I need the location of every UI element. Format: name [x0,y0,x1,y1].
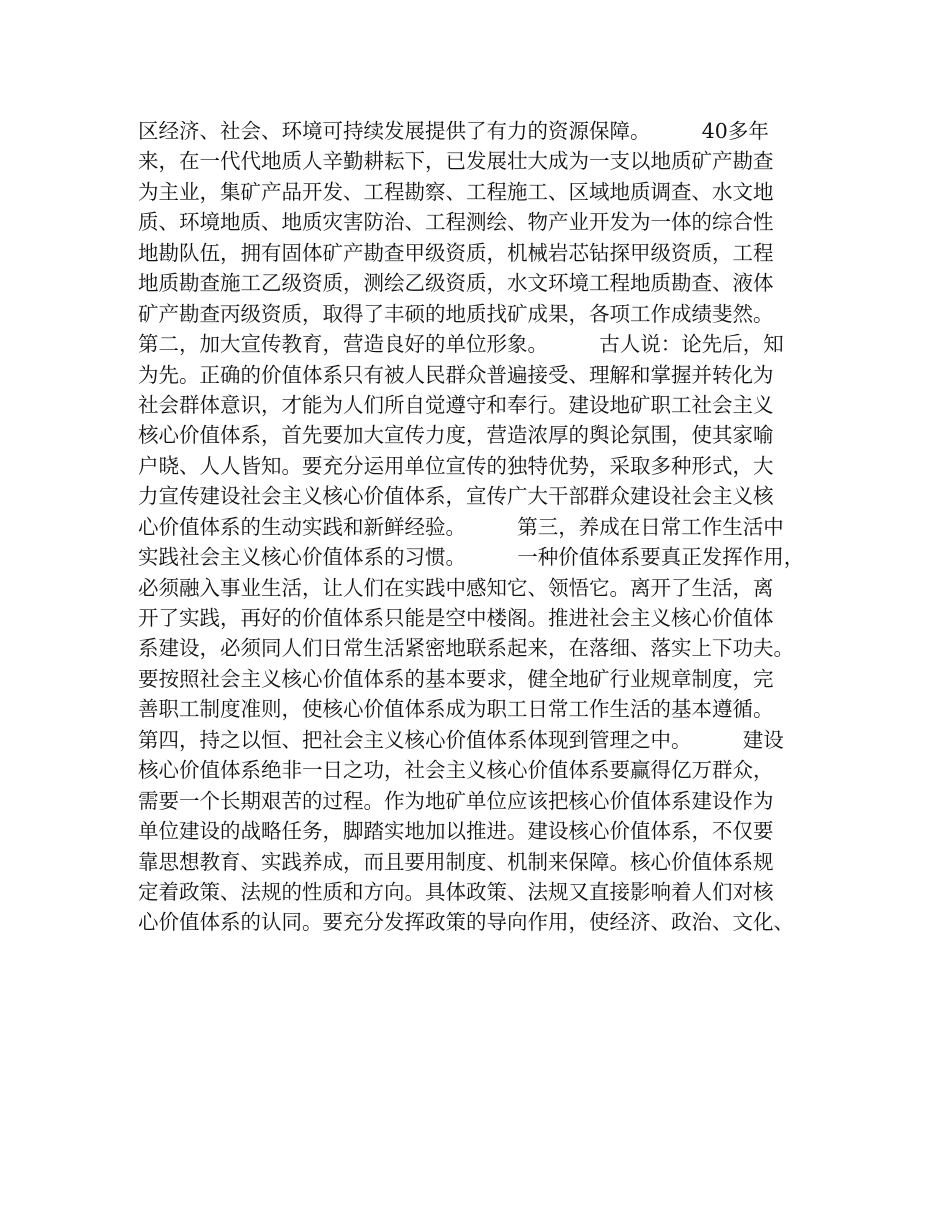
text-line: 单位建设的战略任务，脚踏实地加以推进。建设核心价值体系，不仅要 [138,819,774,844]
text-line: 第四，持之以恒、把社会主义核心价值体系体现到管理之中。 建设 [138,727,784,752]
text-line: 核心价值体系绝非一日之功，社会主义核心价值体系要赢得亿万群众， [138,758,774,783]
text-line: 来，在一代代地质人辛勤耕耘下，已发展壮大成为一支以地质矿产勘查 [138,149,774,174]
text-line: 要按照社会主义核心价值体系的基本要求，健全地矿行业规章制度，完 [138,666,774,691]
text-line: 开了实践，再好的价值体系只能是空中楼阁。推进社会主义核心价值体 [138,606,774,630]
text-line: 心价值体系的认同。要充分发挥政策的导向作用，使经济、政治、文化、 [138,910,794,935]
text-line: 社会群体意识，才能为人们所自觉遵守和奉行。建设地矿职工社会主义 [138,392,774,417]
text-line: 矿产勘查丙级资质，取得了丰硕的地质找矿成果，各项工作成绩斐然。 [138,301,774,326]
text-line: 为先。正确的价值体系只有被人民群众普遍接受、理解和掌握并转化为 [138,362,774,387]
text-line: 必须融入事业生活，让人们在实践中感知它、领悟它。离开了生活，离 [138,575,774,600]
text-line: 力宣传建设社会主义核心价值体系，宣传广大干部群众建设社会主义核 [138,484,774,509]
text-line: 系建设，必须同人们日常生活紧密地联系起来，在落细、落实上下功夫。 [138,636,794,661]
body-text [138,116,828,938]
text-line: 需要一个长期艰苦的过程。作为地矿单位应该把核心价值体系建设作为 [138,788,774,813]
text-line: 善职工制度准则，使核心价值体系成为职工日常工作生活的基本遵循。 [138,697,774,722]
text-line: 为主业，集矿产品开发、工程勘察、工程施工、区域地质调查、水文地 [138,179,774,204]
text-line: 靠思想教育、实践养成，而且要用制度、机制来保障。核心价值体系规 [138,849,774,874]
text-line: 区经济、社会、环境可持续发展提供了有力的资源保障。 40多年 [138,119,769,143]
text-line: 质、环境地质、地质灾害防治、工程测绘、物产业开发为一体的综合性 [138,210,774,235]
text-line: 地质勘查施工乙级资质，测绘乙级资质，水文环境工程地质勘查、液体 [138,271,774,296]
text-line: 地勘队伍，拥有固体矿产勘查甲级资质，机械岩芯钻探甲级资质，工程 [138,240,774,265]
text-line: 户晓、人人皆知。要充分运用单位宣传的独特优势，采取多种形式，大 [138,453,774,478]
text-line: 实践社会主义核心价值体系的习惯。 一种价值体系要真正发挥作用， [138,545,805,570]
text-line: 心价值体系的生动实践和新鲜经验。 第三，养成在日常工作生活中 [138,514,784,539]
text-line: 定着政策、法规的性质和方向。具体政策、法规又直接影响着人们对核 [138,879,774,904]
text-line: 核心价值体系，首先要加大宣传力度，营造浓厚的舆论氛围，使其家喻 [138,423,774,448]
text-line: 第二，加大宣传教育，营造良好的单位形象。 古人说：论先后，知 [138,332,784,357]
